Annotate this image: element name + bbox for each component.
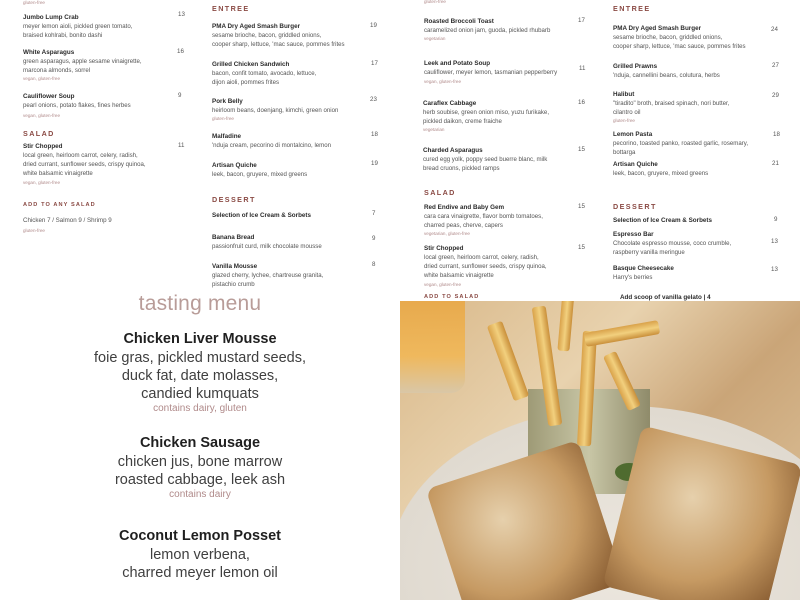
item-desc: local green, heirloom carrot, celery, radish, [424,254,539,261]
tasting-course [0,527,400,582]
item-price: 21 [772,160,779,167]
tasting-course [0,434,400,501]
dietary-tag: gluten-free [613,118,635,124]
item-price: 29 [772,92,779,99]
menu-item [212,233,392,251]
menu-item [424,244,594,288]
item-price: 9 [372,235,376,242]
item-desc: green asparagus, apple sesame vinaigrette, [23,58,142,65]
section-heading-salad: SALAD [23,129,55,138]
menu-item [613,130,793,157]
menu-item [23,142,183,186]
item-price: 15 [578,146,585,153]
item-name: Pork Belly [212,98,243,105]
item-price: 16 [177,48,184,55]
item-price: 11 [178,142,185,149]
menu-item [23,48,183,82]
course-name: Chicken Liver Mousse [123,331,277,347]
menu-item [212,262,392,289]
menu-crop-entree-dessert-alt [600,0,800,302]
menu-crop-starters [0,0,200,290]
item-name: Roasted Broccoli Toast [424,18,494,25]
item-desc: cured egg yolk, poppy seed buerre blanc, milk [423,156,548,163]
item-price: 19 [370,22,377,29]
item-name: Caraflex Cabbage [423,100,477,107]
dietary-tag: vegetarian [424,36,446,42]
menu-item [613,230,793,257]
item-desc: cauliflower, meyer lemon, tasmanian pepperberry [424,69,558,76]
item-name: Lemon Pasta [613,131,653,138]
fry [584,320,660,347]
dietary-tag: vegan, gluten-free [23,179,61,185]
juice-glass [400,301,465,393]
item-price: 13 [771,266,778,273]
menu-item [613,216,793,225]
item-price: 9 [178,92,182,99]
item-price: 16 [578,99,585,106]
item-name: Grilled Prawns [613,63,658,70]
item-name: Charded Asparagus [423,147,483,154]
item-desc: heirloom beans, doenjang, kimchi, green onion [212,107,339,114]
item-desc: pickled daikon, creme fraiche [423,118,502,126]
item-name: White Asparagus [23,49,75,56]
item-desc: Chocolate espresso mousse, coco crumble, [613,240,732,247]
item-desc: charred peas, cherve, capers [424,222,503,230]
item-desc: dijon aioli, pommes frites [212,79,280,87]
item-name: Banana Bread [212,234,255,241]
dietary-tag: vegetarian, gluten-free [424,231,470,237]
item-desc: leek, bacon, gruyere, mixed greens [613,170,709,177]
section-heading-dessert: DESSERT [212,195,256,204]
menu-item [23,13,183,40]
item-price: 19 [371,160,378,167]
item-desc: caramelized onion jam, guoda, pickled rhubarb [424,27,551,34]
item-desc: cooper sharp, lettuce, 'mac sauce, pommes frites [613,43,746,51]
menu-item [613,160,793,178]
item-desc: 'nduja, cannellini beans, colutura, herbs [613,72,720,79]
menu-item [613,264,793,282]
dietary-tag: gluten-free [23,0,45,5]
item-name: Selection of Ice Cream & Sorbets [212,212,312,219]
item-name: Halibut [613,91,635,98]
item-price: 9 [774,216,778,223]
dietary-tag: vegan, gluten-free [424,281,462,287]
menu-item [212,60,392,87]
dietary-tag: vegetarian [423,127,445,133]
item-desc: "tiradito" broth, braised spinach, nori butter, [613,100,730,107]
item-desc: bacon, confit tomato, avocado, lettuce, [212,70,317,77]
menu-item [212,22,392,49]
item-price: 23 [370,96,377,103]
item-name: Cauliflower Soup [23,93,75,100]
menu-item [613,24,793,51]
section-heading-dessert: DESSERT [613,202,657,211]
item-desc: raspberry vanilla meringue [613,249,685,257]
item-name: PMA Dry Aged Smash Burger [212,23,301,30]
menu-item [212,97,392,122]
item-desc: pearl onions, potato flakes, fines herbes [23,102,131,109]
item-desc: Harry's berries [613,274,653,281]
food-photo [400,301,800,600]
item-price: 8 [372,261,376,268]
item-name: Red Endive and Baby Gem [424,204,505,211]
item-price: 17 [578,17,585,24]
item-desc: pecorino, toasted panko, roasted garlic, rosemary, [613,140,749,147]
salad-addon-options: Chicken 7 / Salmon 9 / Shrimp 9 [23,217,112,224]
item-desc: 'nduja cream, pecorino di montalcino, lemon [212,142,332,149]
item-name: Basque Cheesecake [613,265,674,272]
course-line: foie gras, pickled mustard seeds, [94,350,306,366]
menu-crop-entree-dessert [200,0,400,290]
menu-item [424,59,594,85]
item-desc: cara cara vinaigrette, flavor bomb tomatoes, [424,213,543,220]
item-desc: cooper sharp, lettuce, 'mac sauce, pommes frites [212,41,345,49]
dessert-addon-line: Add scoop of vanilla gelato | 4 [620,294,711,301]
menu-item [613,90,793,124]
section-heading-entree: ENTREE [212,4,250,13]
section-heading-entree: ENTREE [613,4,651,13]
item-desc: dried currant, sunflower seeds, crispy quinoa, [23,161,146,169]
item-price: 7 [372,210,376,217]
item-name: Artisan Quiche [212,162,257,169]
menu-item [424,17,594,42]
course-line: chicken jus, bone marrow [117,454,283,470]
course-line: lemon verbena, [150,547,250,563]
item-name: PMA Dry Aged Smash Burger [613,25,702,32]
item-desc: white balsamic vinaigrette [23,170,93,178]
menu-item [212,161,392,179]
item-price: 18 [773,131,780,138]
section-heading-salad: SALAD [424,188,456,197]
item-desc: braised kohlrabi, bonito dashi [23,32,103,40]
menu-crop-vegetables-salad [400,0,600,302]
section-heading-add-to-salad: ADD TO SALAD [424,294,480,300]
item-desc: meyer lemon aioli, pickled green tomato, [23,23,133,30]
course-line: charred meyer lemon oil [122,565,278,581]
tasting-course [0,330,400,415]
item-desc: local green, heirloom carrot, celery, radish, [23,152,138,159]
menu-item [424,203,594,237]
dietary-tag: gluten-free [23,228,45,233]
item-price: 24 [771,26,778,33]
item-desc: glazed cherry, lychee, chartreuse granita, [212,272,324,279]
tasting-menu-crop [0,290,400,600]
item-desc: herb soubise, green onion miso, yuzu furikake, [423,109,550,116]
item-desc: leek, bacon, gruyere, mixed greens [212,171,308,178]
item-name: Vanilla Mousse [212,263,258,270]
fry [557,301,574,351]
dietary-tag: gluten-free [212,116,234,122]
dietary-tag: vegan, gluten-free [23,76,61,82]
dietary-tag: vegan, gluten-free [23,113,61,119]
menu-item [23,92,183,119]
item-name: Artisan Quiche [613,161,658,168]
item-name: Stir Chopped [23,143,63,150]
item-name: Malfadine [212,133,242,140]
item-desc: dried currant, sunflower seeds, crispy quinoa, [424,263,547,271]
menu-item [613,62,793,80]
item-desc: sesame brioche, bacon, griddled onions, [613,34,723,41]
item-price: 13 [178,11,185,18]
item-name: Stir Chopped [424,245,464,252]
menu-item [212,132,392,150]
item-name: Espresso Bar [613,231,654,238]
item-price: 13 [771,238,778,245]
item-desc: bread cruons, pickled ramps [423,165,500,173]
course-name: Chicken Sausage [139,435,261,451]
tasting-menu-title: tasting menu [138,292,262,315]
dietary-tag: vegan, gluten-free [424,79,462,85]
item-price: 15 [578,203,585,210]
course-name: Coconut Lemon Posset [119,528,281,544]
item-name: Jumbo Lump Crab [23,14,79,21]
item-name: Selection of Ice Cream & Sorbets [613,217,713,224]
item-desc: marcona almonds, sorrel [23,67,91,75]
allergen-tag: contains dairy [169,489,231,500]
item-desc: pistachio crumb [212,281,255,289]
item-desc: passionfruit curd, milk chocolate mousse [212,243,322,250]
item-price: 17 [371,60,378,67]
item-price: 18 [371,131,378,138]
menu-item [212,211,392,220]
allergen-tag: contains dairy, gluten [153,403,247,414]
fry [487,321,529,402]
item-desc: cilantro oil [613,109,641,117]
section-heading-add-to-salad: ADD TO ANY SALAD [23,202,96,208]
item-desc: bottarga [613,149,636,157]
dietary-tag: gluten-free [424,0,446,4]
item-name: Leek and Potato Soup [424,60,491,67]
course-line: roasted cabbage, leek ash [114,472,286,488]
course-line: duck fat, date molasses, [121,368,279,384]
item-desc: sesame brioche, bacon, griddled onions, [212,32,322,39]
course-line: candied kumquats [141,386,259,402]
menu-item [423,146,593,173]
item-price: 27 [772,62,779,69]
item-name: Grilled Chicken Sandwich [212,61,290,68]
item-price: 11 [579,65,586,72]
item-price: 15 [578,244,585,251]
menu-item [423,99,593,133]
item-desc: white balsamic vinaigrette [424,272,494,280]
